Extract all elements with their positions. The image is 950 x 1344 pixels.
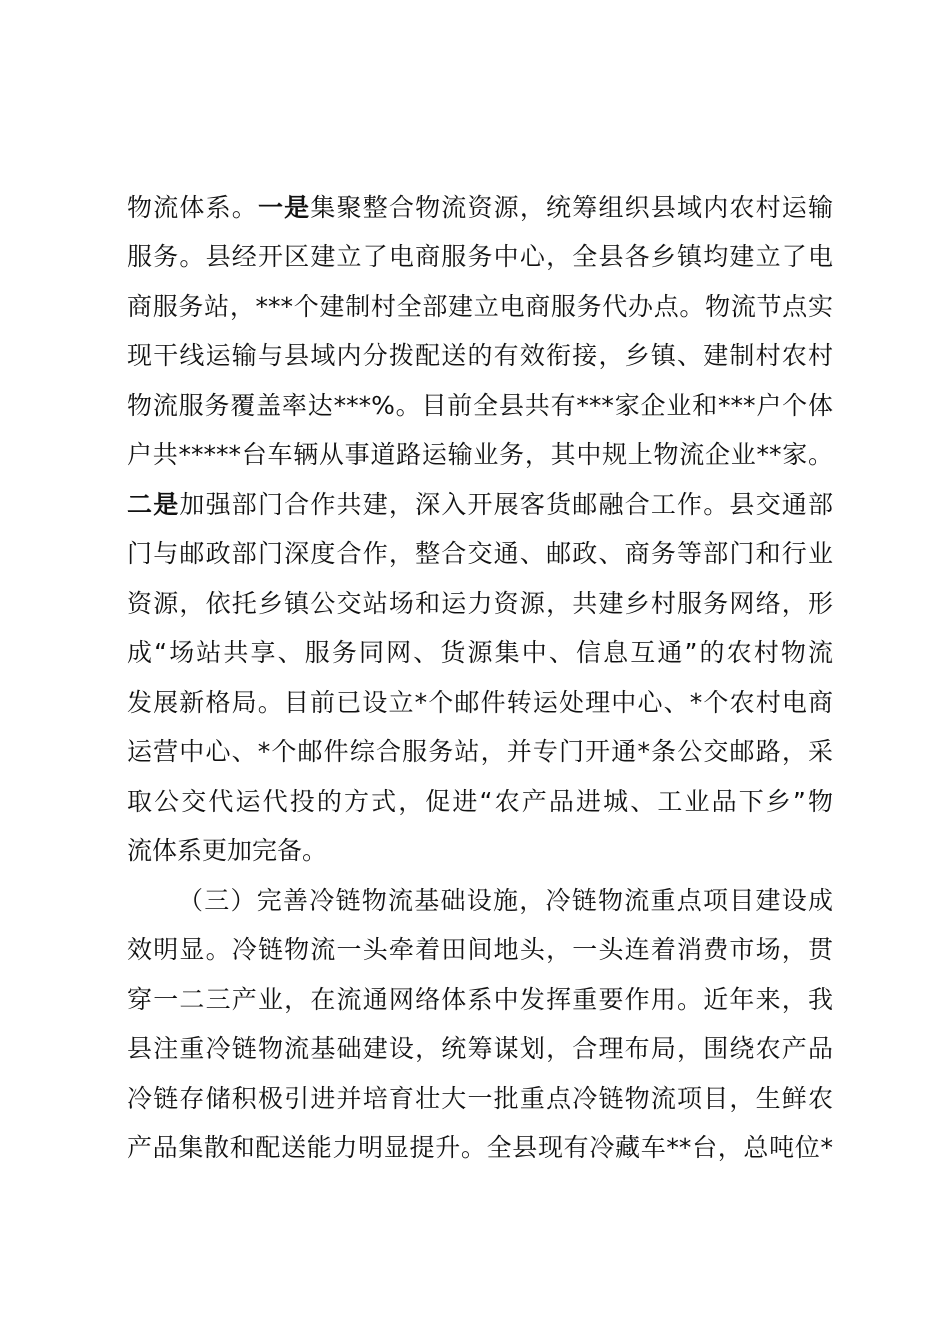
text-run: 服务。县经开区建立了电商服务中心，全县各乡镇均建立了电 bbox=[127, 242, 833, 271]
text-line-13 bbox=[127, 782, 833, 822]
text-run: 成“场站共享、服务同网、货源集中、信息互通”的农村物流 bbox=[127, 638, 833, 667]
text-run: 物流服务覆盖率达***%。目前全县共有***家企业和***户个体 bbox=[127, 391, 833, 420]
text-line-2 bbox=[127, 237, 833, 277]
text-run: 县注重冷链物流基础建设，统筹谋划，合理布局，围绕农产品 bbox=[127, 1034, 833, 1063]
text-line-20 bbox=[127, 1128, 833, 1168]
text-run: 户共*****台车辆从事道路运输业务，其中规上物流企业**家。 bbox=[127, 440, 833, 469]
text-run: 冷链存储积极引进并培育壮大一批重点冷链物流项目，生鲜农 bbox=[127, 1084, 833, 1113]
text-line-12 bbox=[127, 732, 833, 772]
text-line-19 bbox=[127, 1079, 833, 1119]
text-run: 效明显。冷链物流一头牵着田间地头，一头连着消费市场，贯 bbox=[127, 935, 833, 964]
text-line-6 bbox=[127, 435, 833, 475]
text-line-16 bbox=[127, 930, 833, 970]
text-line-15 bbox=[178, 881, 833, 921]
text-run: 物流体系。 bbox=[127, 193, 258, 222]
text-line-18 bbox=[127, 1029, 833, 1069]
bold-run: 一是 bbox=[257, 193, 311, 222]
text-line-9 bbox=[127, 584, 833, 624]
text-line-7 bbox=[127, 485, 833, 525]
text-run: （三）完善冷链物流基础设施，冷链物流重点项目建设成 bbox=[178, 886, 833, 915]
text-line-11 bbox=[127, 683, 833, 723]
text-line-14 bbox=[127, 831, 833, 871]
text-line-4 bbox=[127, 336, 833, 376]
text-run: 门与邮政部门深度合作，整合交通、邮政、商务等部门和行业 bbox=[127, 539, 833, 568]
text-line-3 bbox=[127, 287, 833, 327]
text-line-10 bbox=[127, 633, 833, 673]
text-run: 流体系更加完备。 bbox=[127, 836, 328, 865]
text-run: 运营中心、*个邮件综合服务站，并专门开通*条公交邮路，采 bbox=[127, 737, 833, 766]
text-run: 集聚整合物流资源，统筹组织县域内农村运输 bbox=[310, 193, 833, 222]
text-line-1 bbox=[127, 188, 833, 228]
text-run: 商服务站，***个建制村全部建立电商服务代办点。物流节点实 bbox=[127, 292, 833, 321]
text-run: 产品集散和配送能力明显提升。全县现有冷藏车**台，总吨位* bbox=[127, 1133, 833, 1162]
text-run: 取公交代运代投的方式，促进“农产品进城、工业品下乡”物 bbox=[127, 787, 833, 816]
text-line-17 bbox=[127, 980, 833, 1020]
text-run: 穿一二三产业，在流通网络体系中发挥重要作用。近年来，我 bbox=[127, 985, 833, 1014]
text-run: 现干线运输与县域内分拨配送的有效衔接，乡镇、建制村农村 bbox=[127, 341, 833, 370]
text-line-5 bbox=[127, 386, 833, 426]
text-run: 加强部门合作共建，深入开展客货邮融合工作。县交通部 bbox=[179, 490, 833, 519]
bold-run: 二是 bbox=[127, 490, 180, 519]
text-run: 发展新格局。目前已设立*个邮件转运处理中心、*个农村电商 bbox=[127, 688, 833, 717]
text-run: 资源，依托乡镇公交站场和运力资源，共建乡村服务网络，形 bbox=[127, 589, 833, 618]
text-line-8 bbox=[127, 534, 833, 574]
